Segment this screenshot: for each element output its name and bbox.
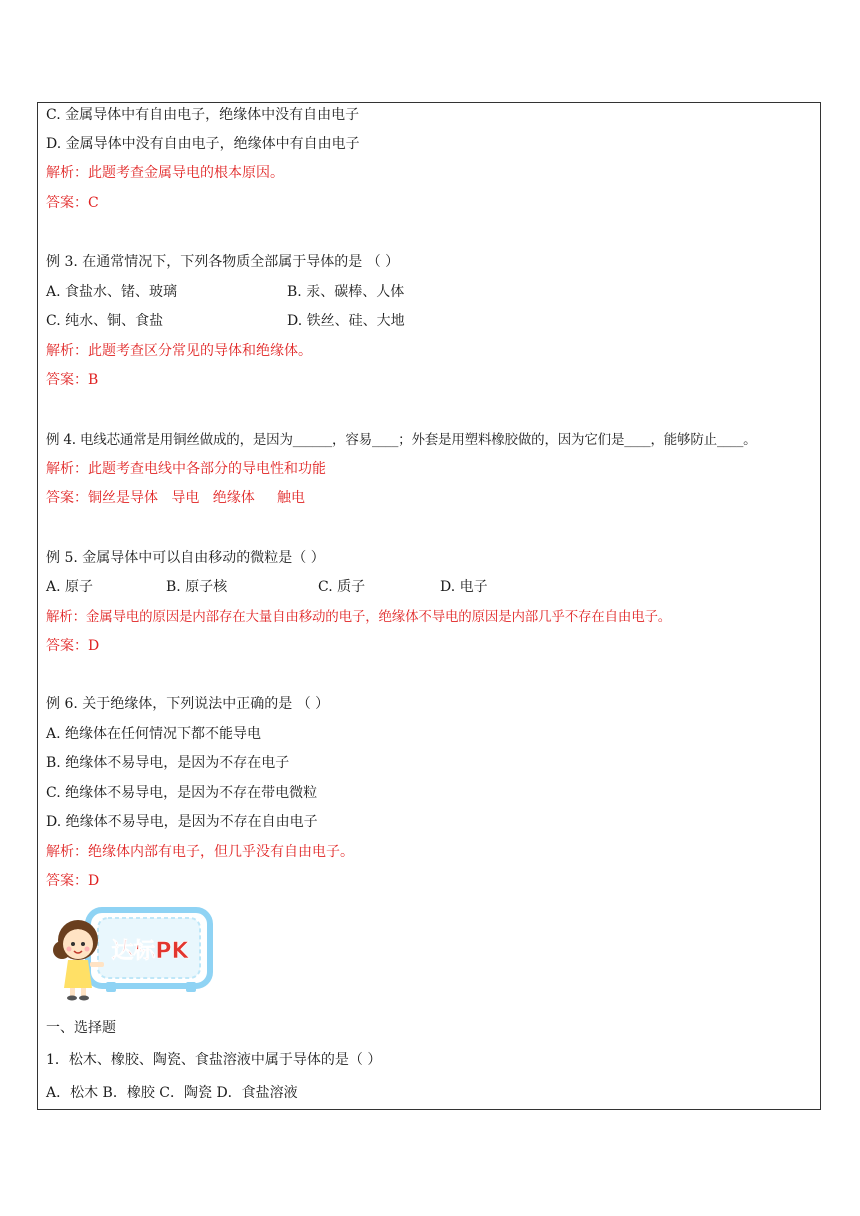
example-5-option-c: C. 质子 [318,579,366,595]
example-5-option-b: B. 原子核 [166,579,228,595]
example-6-option-c: C. 绝缘体不易导电，是因为不存在带电微粒 [46,785,318,801]
example-4-analysis: 解析：此题考查电线中各部分的导电性和功能 [46,461,326,477]
badge-illustration [46,906,216,1002]
analysis-text: 解析：此题考查金属导电的根本原因。 [46,165,284,181]
question-1: 1．松木、橡胶、陶瓷、食盐溶液中属于导体的是（ ） [46,1052,382,1068]
example-3-answer: 答案：B [46,372,99,388]
example-5-option-d: D. 电子 [440,579,488,595]
answer-text: 答案：C [46,195,99,211]
example-5-question: 例 5. 金属导体中可以自由移动的微粒是（ ） [46,550,325,566]
example-3-analysis: 解析：此题考查区分常见的导体和绝缘体。 [46,343,312,359]
example-6-question: 例 6. 关于绝缘体，下列说法中正确的是 （ ） [46,696,330,712]
badge-text: 达标PK [111,939,189,964]
example-5-answer: 答案：D [46,638,100,654]
option-d: D. 金属导体中没有自由电子，绝缘体中有自由电子 [46,136,360,152]
question-1-options: A．松木 B．橡胶 C．陶瓷 D．食盐溶液 [46,1085,298,1101]
example-3-option-b: B. 汞、碳棒、人体 [287,284,405,300]
example-4-answer: 答案：铜丝是导体 导电 绝缘体 触电 [46,490,305,506]
section-heading: 一、选择题 [46,1020,116,1036]
example-6-option-d: D. 绝缘体不易导电，是因为不存在自由电子 [46,814,318,830]
example-6-analysis: 解析：绝缘体内部有电子，但几乎没有自由电子。 [46,844,354,860]
example-4-question: 例 4. 电线芯通常是用铜丝做成的，是因为______，容易____；外套是用塑料橡胶做的，因为它们是____，能够防止____。 [46,432,757,448]
example-6-option-b: B. 绝缘体不易导电，是因为不存在电子 [46,755,290,771]
example-6-option-a: A. 绝缘体在任何情况下都不能导电 [46,726,262,742]
example-6-answer: 答案：D [46,873,100,889]
example-3-option-a: A. 食盐水、锗、玻璃 [46,284,178,300]
option-c: C. 金属导体中有自由电子，绝缘体中没有自由电子 [46,107,360,123]
example-3-question: 例 3. 在通常情况下，下列各物质全部属于导体的是 （ ） [46,254,400,270]
example-5-analysis: 解析：金属导电的原因是内部存在大量自由移动的电子，绝缘体不导电的原因是内部几乎不存在自由电子。 [46,609,672,625]
example-3-option-c: C. 纯水、铜、食盐 [46,313,164,329]
example-5-option-a: A. 原子 [46,579,94,595]
example-3-option-d: D. 铁丝、硅、大地 [287,313,405,329]
section-badge [46,906,216,1002]
